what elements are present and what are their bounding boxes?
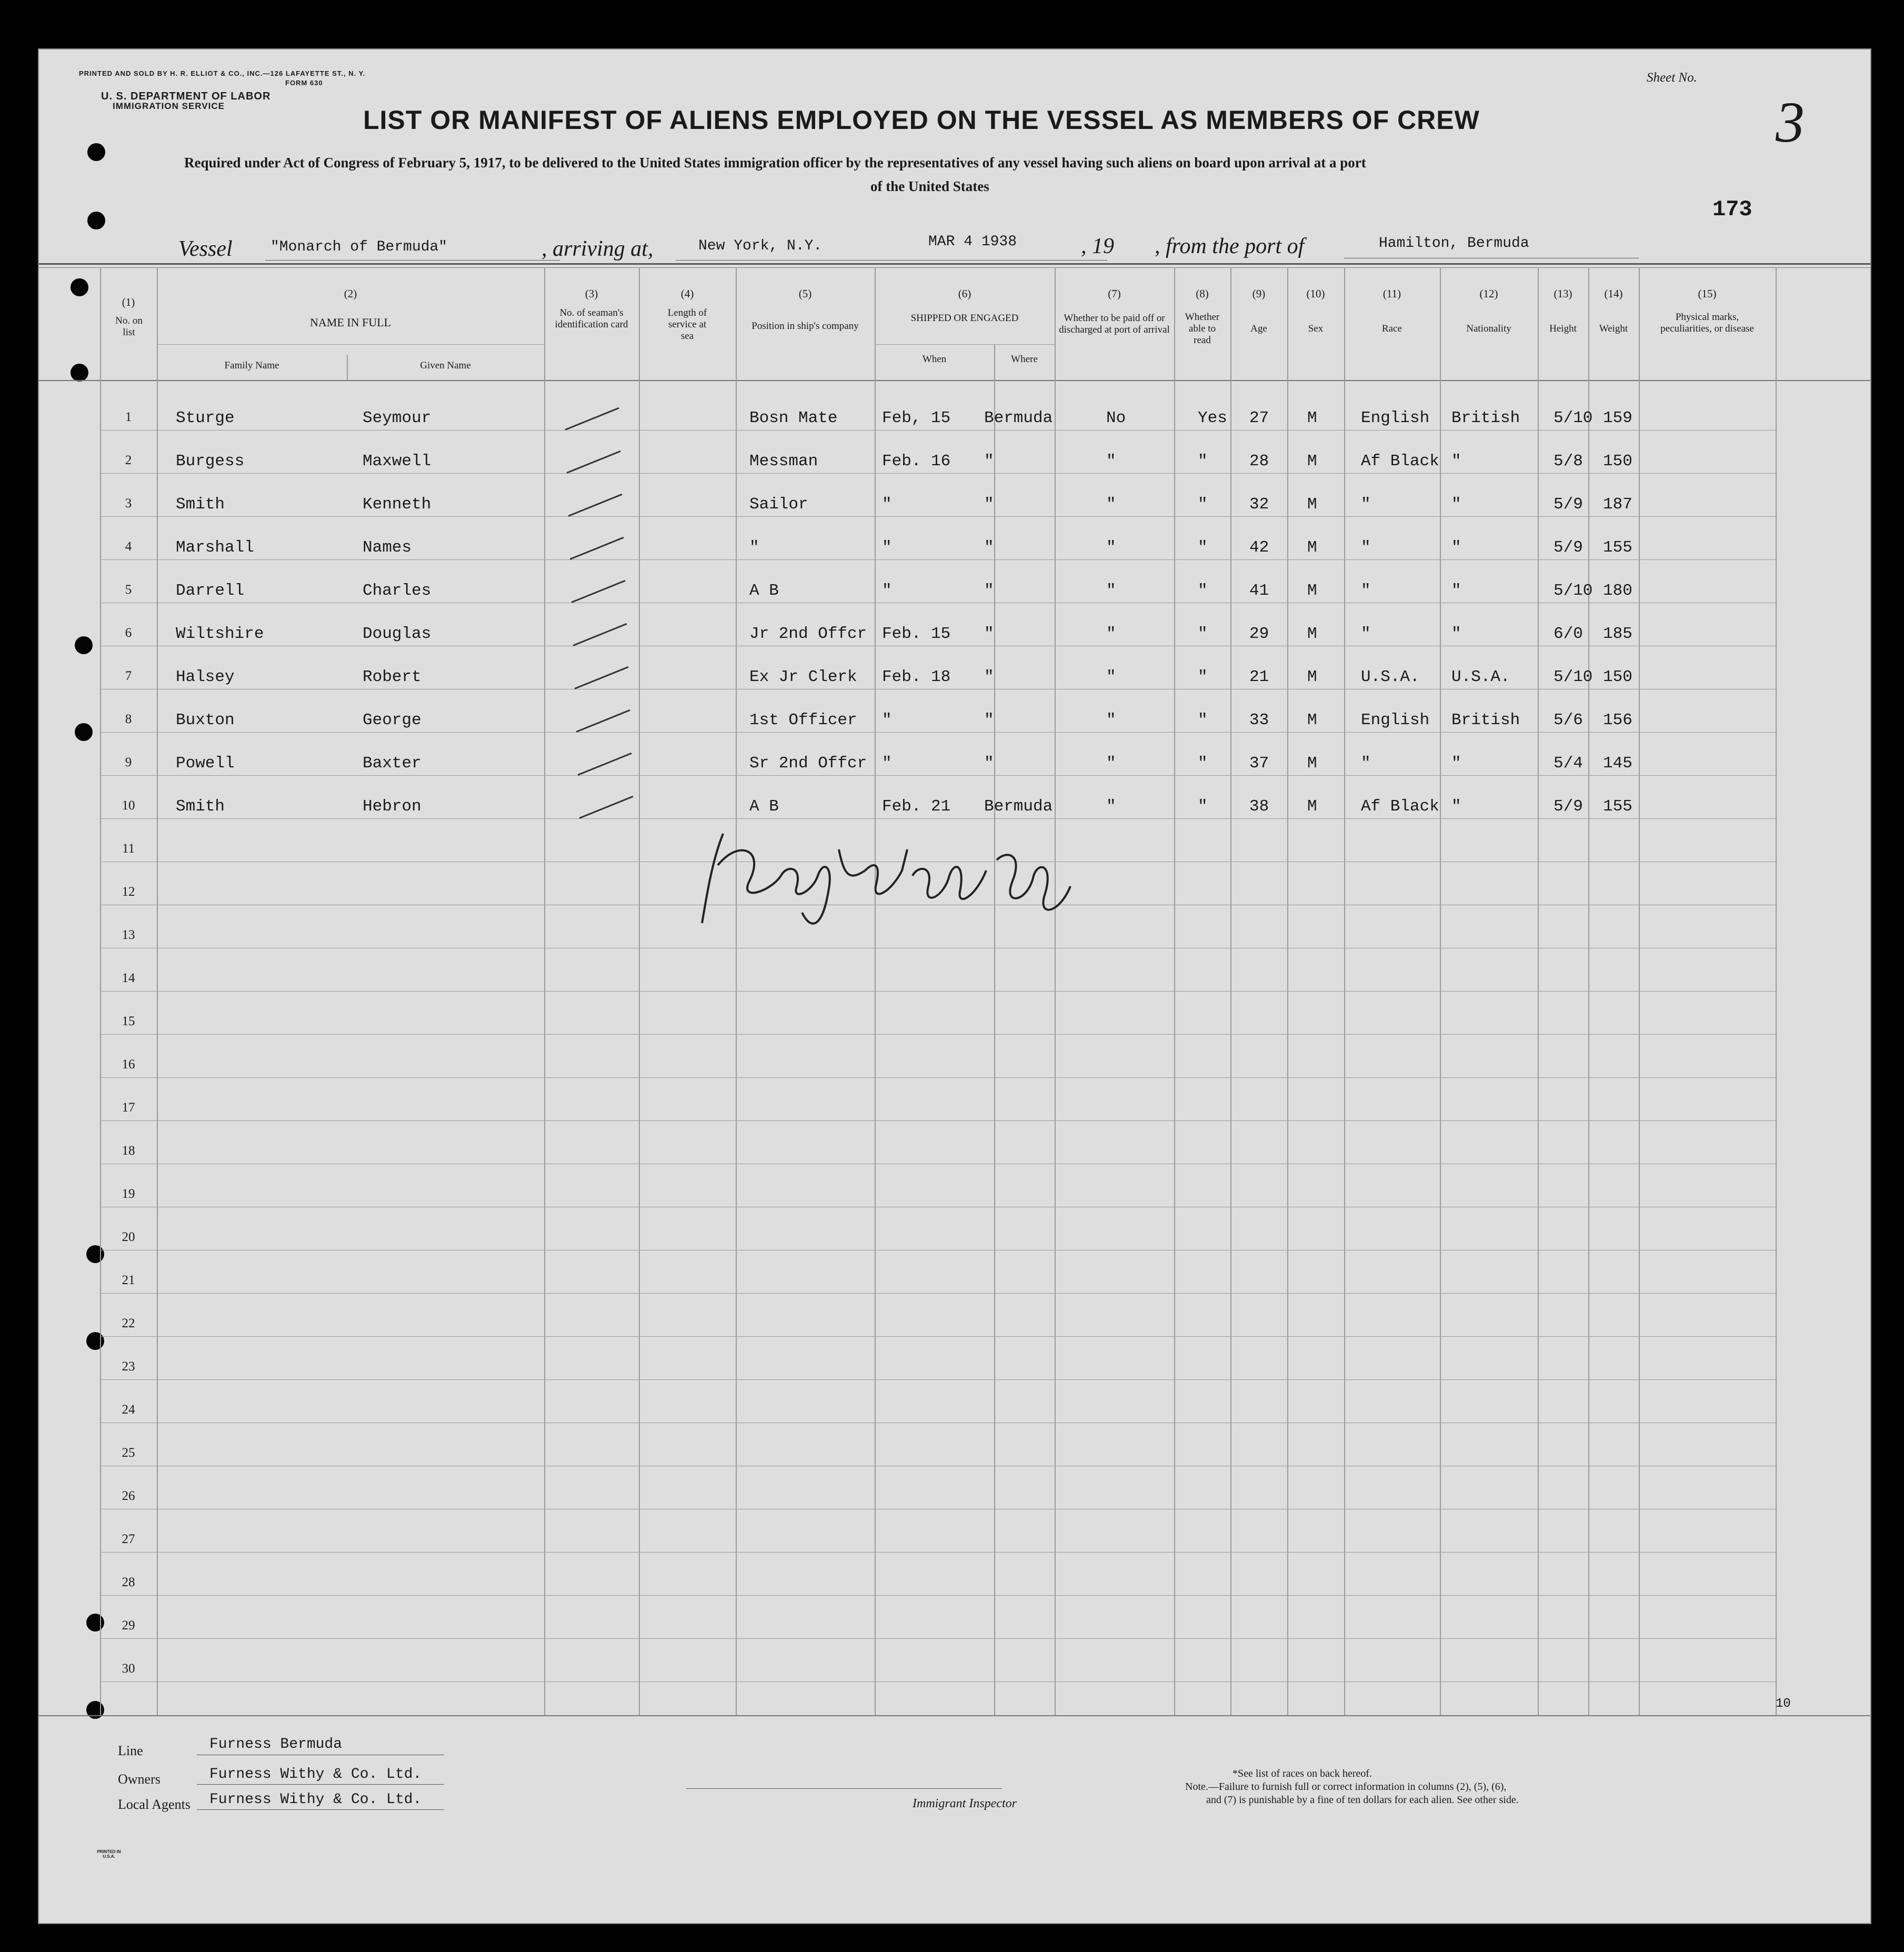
row-number: 27: [122, 1532, 135, 1546]
name-header-rule: [157, 344, 544, 345]
row-rule: [100, 991, 1776, 992]
row-number: 1: [125, 410, 132, 424]
sex-cell: M: [1307, 797, 1317, 816]
id-card-check-mark: [576, 709, 630, 733]
able-to-read-cell: Yes: [1198, 409, 1227, 427]
nationality-cell: ": [1451, 495, 1461, 514]
row-number: 23: [122, 1359, 135, 1374]
header-bottom-rule: [39, 380, 1870, 381]
age-cell: 41: [1249, 582, 1269, 600]
table-top-rule-2: [39, 267, 1870, 268]
sex-cell: M: [1307, 452, 1317, 471]
col-2-number: (2): [344, 287, 357, 300]
col-10-header: Sex: [1308, 323, 1324, 334]
height-cell: 5/6: [1554, 711, 1583, 729]
able-to-read-cell: ": [1198, 668, 1208, 686]
col-2-family-header: Family Name: [224, 360, 279, 371]
row-number: 6: [125, 626, 132, 640]
row-number: 16: [122, 1057, 135, 1072]
paid-off-cell: ": [1106, 495, 1116, 514]
row-number: 3: [125, 496, 132, 510]
col-13-number: (13): [1554, 287, 1572, 300]
family-name-cell: Darrell: [176, 582, 245, 600]
arriving-underline: [676, 260, 897, 261]
given-name-cell: Charles: [363, 582, 432, 600]
col-15-header: Physical marks, peculiarities, or disease: [1660, 312, 1754, 334]
nationality-cell: ": [1451, 625, 1461, 643]
punch-hole: [75, 723, 93, 741]
nationality-cell: ": [1451, 797, 1461, 816]
height-cell: 5/8: [1554, 452, 1583, 471]
row-number: 9: [125, 755, 132, 769]
nationality-cell: British: [1451, 711, 1520, 729]
able-to-read-cell: ": [1198, 797, 1208, 816]
row-rule: [100, 1638, 1776, 1639]
agents-underline: [197, 1809, 444, 1810]
position-cell: 1st Officer: [749, 711, 857, 729]
row-rule: [100, 1293, 1776, 1294]
age-cell: 37: [1249, 754, 1269, 773]
weight-cell: 159: [1603, 409, 1632, 427]
family-name-cell: Wiltshire: [176, 625, 264, 643]
position-cell: Sailor: [749, 495, 808, 514]
id-card-check-mark: [579, 796, 633, 819]
shipped-when-cell: ": [882, 754, 892, 773]
col-8-header: Whether able to read: [1185, 312, 1220, 346]
col-11-number: (11): [1382, 287, 1401, 300]
paid-off-cell: ": [1106, 668, 1116, 686]
form-number: FORM 630: [285, 79, 323, 87]
col-6-where-header: Where: [1011, 354, 1038, 365]
department-label: U. S. DEPARTMENT OF LABOR: [101, 91, 271, 102]
id-card-check-mark: [569, 537, 624, 560]
row-number: 26: [122, 1489, 135, 1503]
row-number: 19: [122, 1187, 135, 1201]
row-rule: [100, 1120, 1776, 1121]
col-7-number: (7): [1108, 287, 1121, 300]
able-to-read-cell: ": [1198, 582, 1208, 600]
arrival-date-stamp: MAR 4 1938: [928, 234, 1017, 250]
shipped-where-cell: ": [984, 711, 994, 729]
row-number: 29: [122, 1618, 135, 1633]
given-name-cell: Baxter: [363, 754, 422, 773]
row-number: 10: [122, 798, 135, 813]
vessel-label: Vessel: [178, 237, 233, 261]
given-name-cell: Seymour: [363, 409, 432, 427]
line-value: Furness Bermuda: [209, 1736, 343, 1753]
row-rule: [100, 430, 1776, 431]
age-cell: 29: [1249, 625, 1269, 643]
paid-off-cell: ": [1106, 797, 1116, 816]
paid-off-cell: ": [1106, 582, 1116, 600]
manifest-sheet: [38, 48, 1871, 1924]
row-number: 28: [122, 1575, 135, 1589]
age-cell: 38: [1249, 797, 1269, 816]
arriving-port: New York, N.Y.: [698, 238, 823, 254]
shipped-when-cell: ": [882, 538, 892, 557]
col-4-header: Length of service at sea: [667, 307, 707, 342]
shipped-header-rule: [875, 344, 1055, 345]
height-cell: 5/9: [1554, 495, 1583, 514]
given-name-cell: Names: [363, 538, 412, 557]
row-rule: [100, 1379, 1776, 1380]
col-11-header: Race: [1382, 323, 1402, 334]
row-number: 18: [122, 1144, 135, 1158]
penalty-note: Note.—Failure to furnish full or correct information in columns (2), (5), (6),: [1185, 1781, 1507, 1793]
nationality-cell: ": [1451, 582, 1461, 600]
row-number: 15: [122, 1014, 135, 1028]
punch-hole: [75, 636, 93, 654]
service-label: IMMIGRATION SERVICE: [113, 101, 225, 111]
family-name-cell: Sturge: [176, 409, 235, 427]
agents-label: Local Agents: [118, 1797, 191, 1812]
shipped-where-cell: Bermuda: [984, 409, 1053, 427]
row-number: 5: [125, 583, 132, 597]
sheet-number: 3: [1776, 90, 1805, 154]
row-rule: [100, 1336, 1776, 1337]
punch-hole: [71, 364, 88, 382]
able-to-read-cell: ": [1198, 625, 1208, 643]
shipped-where-cell: ": [984, 452, 994, 471]
age-cell: 42: [1249, 538, 1269, 557]
agents-value: Furness Withy & Co. Ltd.: [209, 1791, 422, 1808]
col-13-header: Height: [1549, 323, 1577, 334]
col-7-header: Whether to be paid off or discharged at port of arrival: [1059, 313, 1170, 335]
paid-off-cell: ": [1106, 538, 1116, 557]
col-6-header: SHIPPED OR ENGAGED: [910, 313, 1019, 324]
height-cell: 6/0: [1554, 625, 1583, 643]
given-name-cell: Douglas: [363, 625, 432, 643]
height-cell: 5/10: [1554, 668, 1593, 686]
sex-cell: M: [1307, 409, 1317, 427]
height-cell: 5/9: [1554, 797, 1583, 816]
nationality-cell: ": [1451, 754, 1461, 773]
able-to-read-cell: ": [1198, 495, 1208, 514]
row-rule: [100, 516, 1776, 517]
given-name-cell: Robert: [363, 668, 422, 686]
given-name-cell: Kenneth: [363, 495, 432, 514]
age-cell: 21: [1249, 668, 1269, 686]
row-rule: [100, 1595, 1776, 1596]
punch-hole: [87, 143, 105, 161]
position-cell: Jr 2nd Offcr: [749, 625, 867, 643]
line-label: Line: [118, 1743, 143, 1758]
punch-hole: [87, 212, 105, 229]
shipped-where-cell: ": [984, 538, 994, 557]
family-name-cell: Smith: [176, 495, 225, 514]
weight-cell: 145: [1603, 754, 1632, 773]
weight-cell: 155: [1603, 538, 1632, 557]
age-cell: 28: [1249, 452, 1269, 471]
given-name-cell: Hebron: [363, 797, 422, 816]
race-cell: Af Black: [1361, 452, 1439, 471]
row-rule: [100, 1034, 1776, 1035]
weight-cell: 180: [1603, 582, 1632, 600]
column-rule: [994, 344, 995, 1715]
shipped-where-cell: Bermuda: [984, 797, 1053, 816]
paid-off-cell: ": [1106, 754, 1116, 773]
age-cell: 27: [1249, 409, 1269, 427]
able-to-read-cell: ": [1198, 452, 1208, 471]
row-number: 11: [122, 842, 135, 856]
row-number: 30: [122, 1661, 135, 1676]
shipped-when-cell: ": [882, 711, 892, 729]
able-to-read-cell: ": [1198, 538, 1208, 557]
nationality-cell: British: [1451, 409, 1520, 427]
col-4-number: (4): [680, 287, 694, 300]
sex-cell: M: [1307, 668, 1317, 686]
family-name-cell: Marshall: [176, 538, 254, 557]
race-cell: ": [1361, 754, 1371, 773]
col-2-header: NAME IN FULL: [310, 316, 391, 329]
inspector-signature: [692, 818, 1091, 955]
year-label: , 19: [1081, 234, 1114, 258]
col-6-when-header: When: [922, 354, 947, 365]
nationality-cell: ": [1451, 452, 1461, 471]
col-3-number: (3): [585, 287, 598, 300]
race-cell: Af Black: [1361, 797, 1439, 816]
row-rule: [100, 1681, 1776, 1682]
paid-off-cell: No: [1106, 409, 1126, 427]
weight-cell: 150: [1603, 452, 1632, 471]
col-1-number: (1): [122, 296, 135, 308]
manifest-title: LIST OR MANIFEST OF ALIENS EMPLOYED ON THE VESSEL AS MEMBERS OF CREW: [363, 105, 1480, 135]
nationality-cell: ": [1451, 538, 1461, 557]
family-name-cell: Buxton: [176, 711, 235, 729]
race-cell: ": [1361, 582, 1371, 600]
row-number: 2: [125, 453, 132, 467]
family-name-cell: Powell: [176, 754, 235, 773]
row-number: 4: [125, 539, 132, 554]
race-cell: English: [1361, 409, 1430, 427]
shipped-when-cell: ": [882, 495, 892, 514]
arriving-label: , arriving at,: [542, 237, 654, 261]
given-name-cell: George: [363, 711, 422, 729]
sheet-no-label: Sheet No.: [1647, 71, 1697, 85]
paid-off-cell: ": [1106, 625, 1116, 643]
col-2-given-header: Given Name: [420, 360, 471, 371]
shipped-when-cell: Feb. 21: [882, 797, 951, 816]
row-number: 17: [122, 1100, 135, 1115]
position-cell: Sr 2nd Offcr: [749, 754, 867, 773]
shipped-where-cell: ": [984, 495, 994, 514]
printer-credit: PRINTED AND SOLD BY H. R. ELLIOT & CO., INC.—126 LAFAYETTE ST., N. Y.: [79, 69, 366, 77]
vessel-underline: [265, 260, 560, 261]
row-rule: [100, 775, 1776, 776]
row-number: 20: [122, 1230, 135, 1244]
height-cell: 5/4: [1554, 754, 1583, 773]
col-1-header: No. on list: [115, 315, 143, 338]
inspector-label: Immigrant Inspector: [913, 1797, 1017, 1810]
table-top-rule: [39, 263, 1870, 265]
col-5-number: (5): [798, 287, 812, 300]
family-name-cell: Smith: [176, 797, 225, 816]
owners-value: Furness Withy & Co. Ltd.: [209, 1766, 422, 1783]
punch-hole: [86, 1332, 104, 1350]
sex-cell: M: [1307, 538, 1317, 557]
shipped-when-cell: Feb. 18: [882, 668, 951, 686]
col-12-number: (12): [1479, 287, 1498, 300]
able-to-read-cell: ": [1198, 711, 1208, 729]
col-14-header: Weight: [1599, 323, 1628, 334]
height-cell: 5/10: [1554, 582, 1593, 600]
shipped-where-cell: ": [984, 754, 994, 773]
row-number: 22: [122, 1316, 135, 1330]
height-cell: 5/9: [1554, 538, 1583, 557]
from-port-label: , from the port of: [1155, 234, 1305, 258]
owners-underline: [197, 1784, 444, 1785]
family-name-cell: Halsey: [176, 668, 235, 686]
row-rule: [100, 559, 1776, 560]
manifest-subtitle: Required under Act of Congress of February 5, 1917, to be delivered to the United States immigration officer by the representatives of any vessel having such aliens on board upon arrival at a port: [184, 155, 1366, 171]
id-card-check-mark: [574, 666, 628, 689]
corner-count: 10: [1776, 1697, 1791, 1711]
paid-off-cell: ": [1106, 452, 1116, 471]
col-8-number: (8): [1196, 287, 1209, 300]
col-14-number: (14): [1604, 287, 1623, 300]
col-10-number: (10): [1306, 287, 1325, 300]
race-cell: ": [1361, 625, 1371, 643]
age-cell: 33: [1249, 711, 1269, 729]
row-number: 13: [122, 928, 135, 942]
row-number: 24: [122, 1403, 135, 1417]
race-cell: ": [1361, 538, 1371, 557]
row-rule: [100, 473, 1776, 474]
manifest-subtitle-2: of the United States: [870, 178, 989, 194]
punch-hole: [86, 1245, 104, 1263]
col-9-header: Age: [1250, 323, 1267, 334]
shipped-when-cell: Feb, 15: [882, 409, 951, 427]
height-cell: 5/10: [1554, 409, 1593, 427]
race-cell: U.S.A.: [1361, 668, 1420, 686]
able-to-read-cell: ": [1198, 754, 1208, 773]
nationality-cell: U.S.A.: [1451, 668, 1510, 686]
sex-cell: M: [1307, 495, 1317, 514]
row-number: 25: [122, 1446, 135, 1460]
weight-cell: 156: [1603, 711, 1632, 729]
column-rule: [1776, 267, 1777, 1715]
col-3-header: No. of seaman's identification card: [555, 307, 628, 330]
position-cell: ": [749, 538, 759, 557]
from-port: Hamilton, Bermuda: [1379, 235, 1529, 252]
shipped-when-cell: Feb. 15: [882, 625, 951, 643]
position-cell: A B: [749, 582, 779, 600]
date-underline: [881, 260, 1107, 261]
age-cell: 32: [1249, 495, 1269, 514]
printed-in-usa-mark: PRINTED IN U.S.A.: [97, 1849, 121, 1859]
sex-cell: M: [1307, 711, 1317, 729]
col-6-number: (6): [958, 287, 971, 300]
sex-cell: M: [1307, 625, 1317, 643]
col-15-number: (15): [1698, 287, 1717, 300]
page-number: 173: [1712, 197, 1752, 222]
vessel-name: "Monarch of Bermuda": [270, 239, 448, 255]
inspector-signature-line: [686, 1788, 1002, 1789]
weight-cell: 187: [1603, 495, 1632, 514]
position-cell: Ex Jr Clerk: [749, 668, 857, 686]
col-5-header: Position in ship's company: [751, 321, 859, 332]
family-name-cell: Burgess: [176, 452, 245, 471]
paid-off-cell: ": [1106, 711, 1116, 729]
position-cell: A B: [749, 797, 779, 816]
position-cell: Messman: [749, 452, 818, 471]
id-card-check-mark: [568, 494, 622, 517]
weight-cell: 155: [1603, 797, 1632, 816]
owners-label: Owners: [118, 1771, 161, 1787]
sex-cell: M: [1307, 582, 1317, 600]
row-rule: [100, 1552, 1776, 1553]
shipped-when-cell: Feb. 16: [882, 452, 951, 471]
id-card-check-mark: [577, 753, 632, 776]
position-cell: Bosn Mate: [749, 409, 838, 427]
row-number: 12: [122, 885, 135, 899]
row-number: 14: [122, 971, 135, 985]
given-name-cell: Maxwell: [363, 452, 432, 471]
row-number: 21: [122, 1273, 135, 1287]
row-number: 7: [125, 669, 132, 683]
id-card-check-mark: [571, 580, 625, 603]
col-12-header: Nationality: [1466, 323, 1511, 334]
weight-cell: 150: [1603, 668, 1632, 686]
col-9-number: (9): [1252, 287, 1266, 300]
shipped-when-cell: ": [882, 582, 892, 600]
id-card-check-mark: [565, 407, 619, 431]
race-cell: English: [1361, 711, 1430, 729]
row-number: 8: [125, 712, 132, 726]
row-rule: [100, 1077, 1776, 1078]
id-card-check-mark: [573, 623, 627, 646]
row-rule: [100, 732, 1776, 733]
sex-cell: M: [1307, 754, 1317, 773]
shipped-where-cell: ": [984, 625, 994, 643]
penalty-note-2: and (7) is punishable by a fine of ten dollars for each alien. See other side.: [1206, 1794, 1519, 1806]
weight-cell: 185: [1603, 625, 1632, 643]
id-card-check-mark: [566, 451, 620, 474]
races-note: *See list of races on back hereof.: [1232, 1768, 1372, 1779]
shipped-where-cell: ": [984, 668, 994, 686]
shipped-where-cell: ": [984, 582, 994, 600]
punch-hole: [71, 278, 88, 296]
race-cell: ": [1361, 495, 1371, 514]
table-bottom-rule: [39, 1715, 1870, 1716]
